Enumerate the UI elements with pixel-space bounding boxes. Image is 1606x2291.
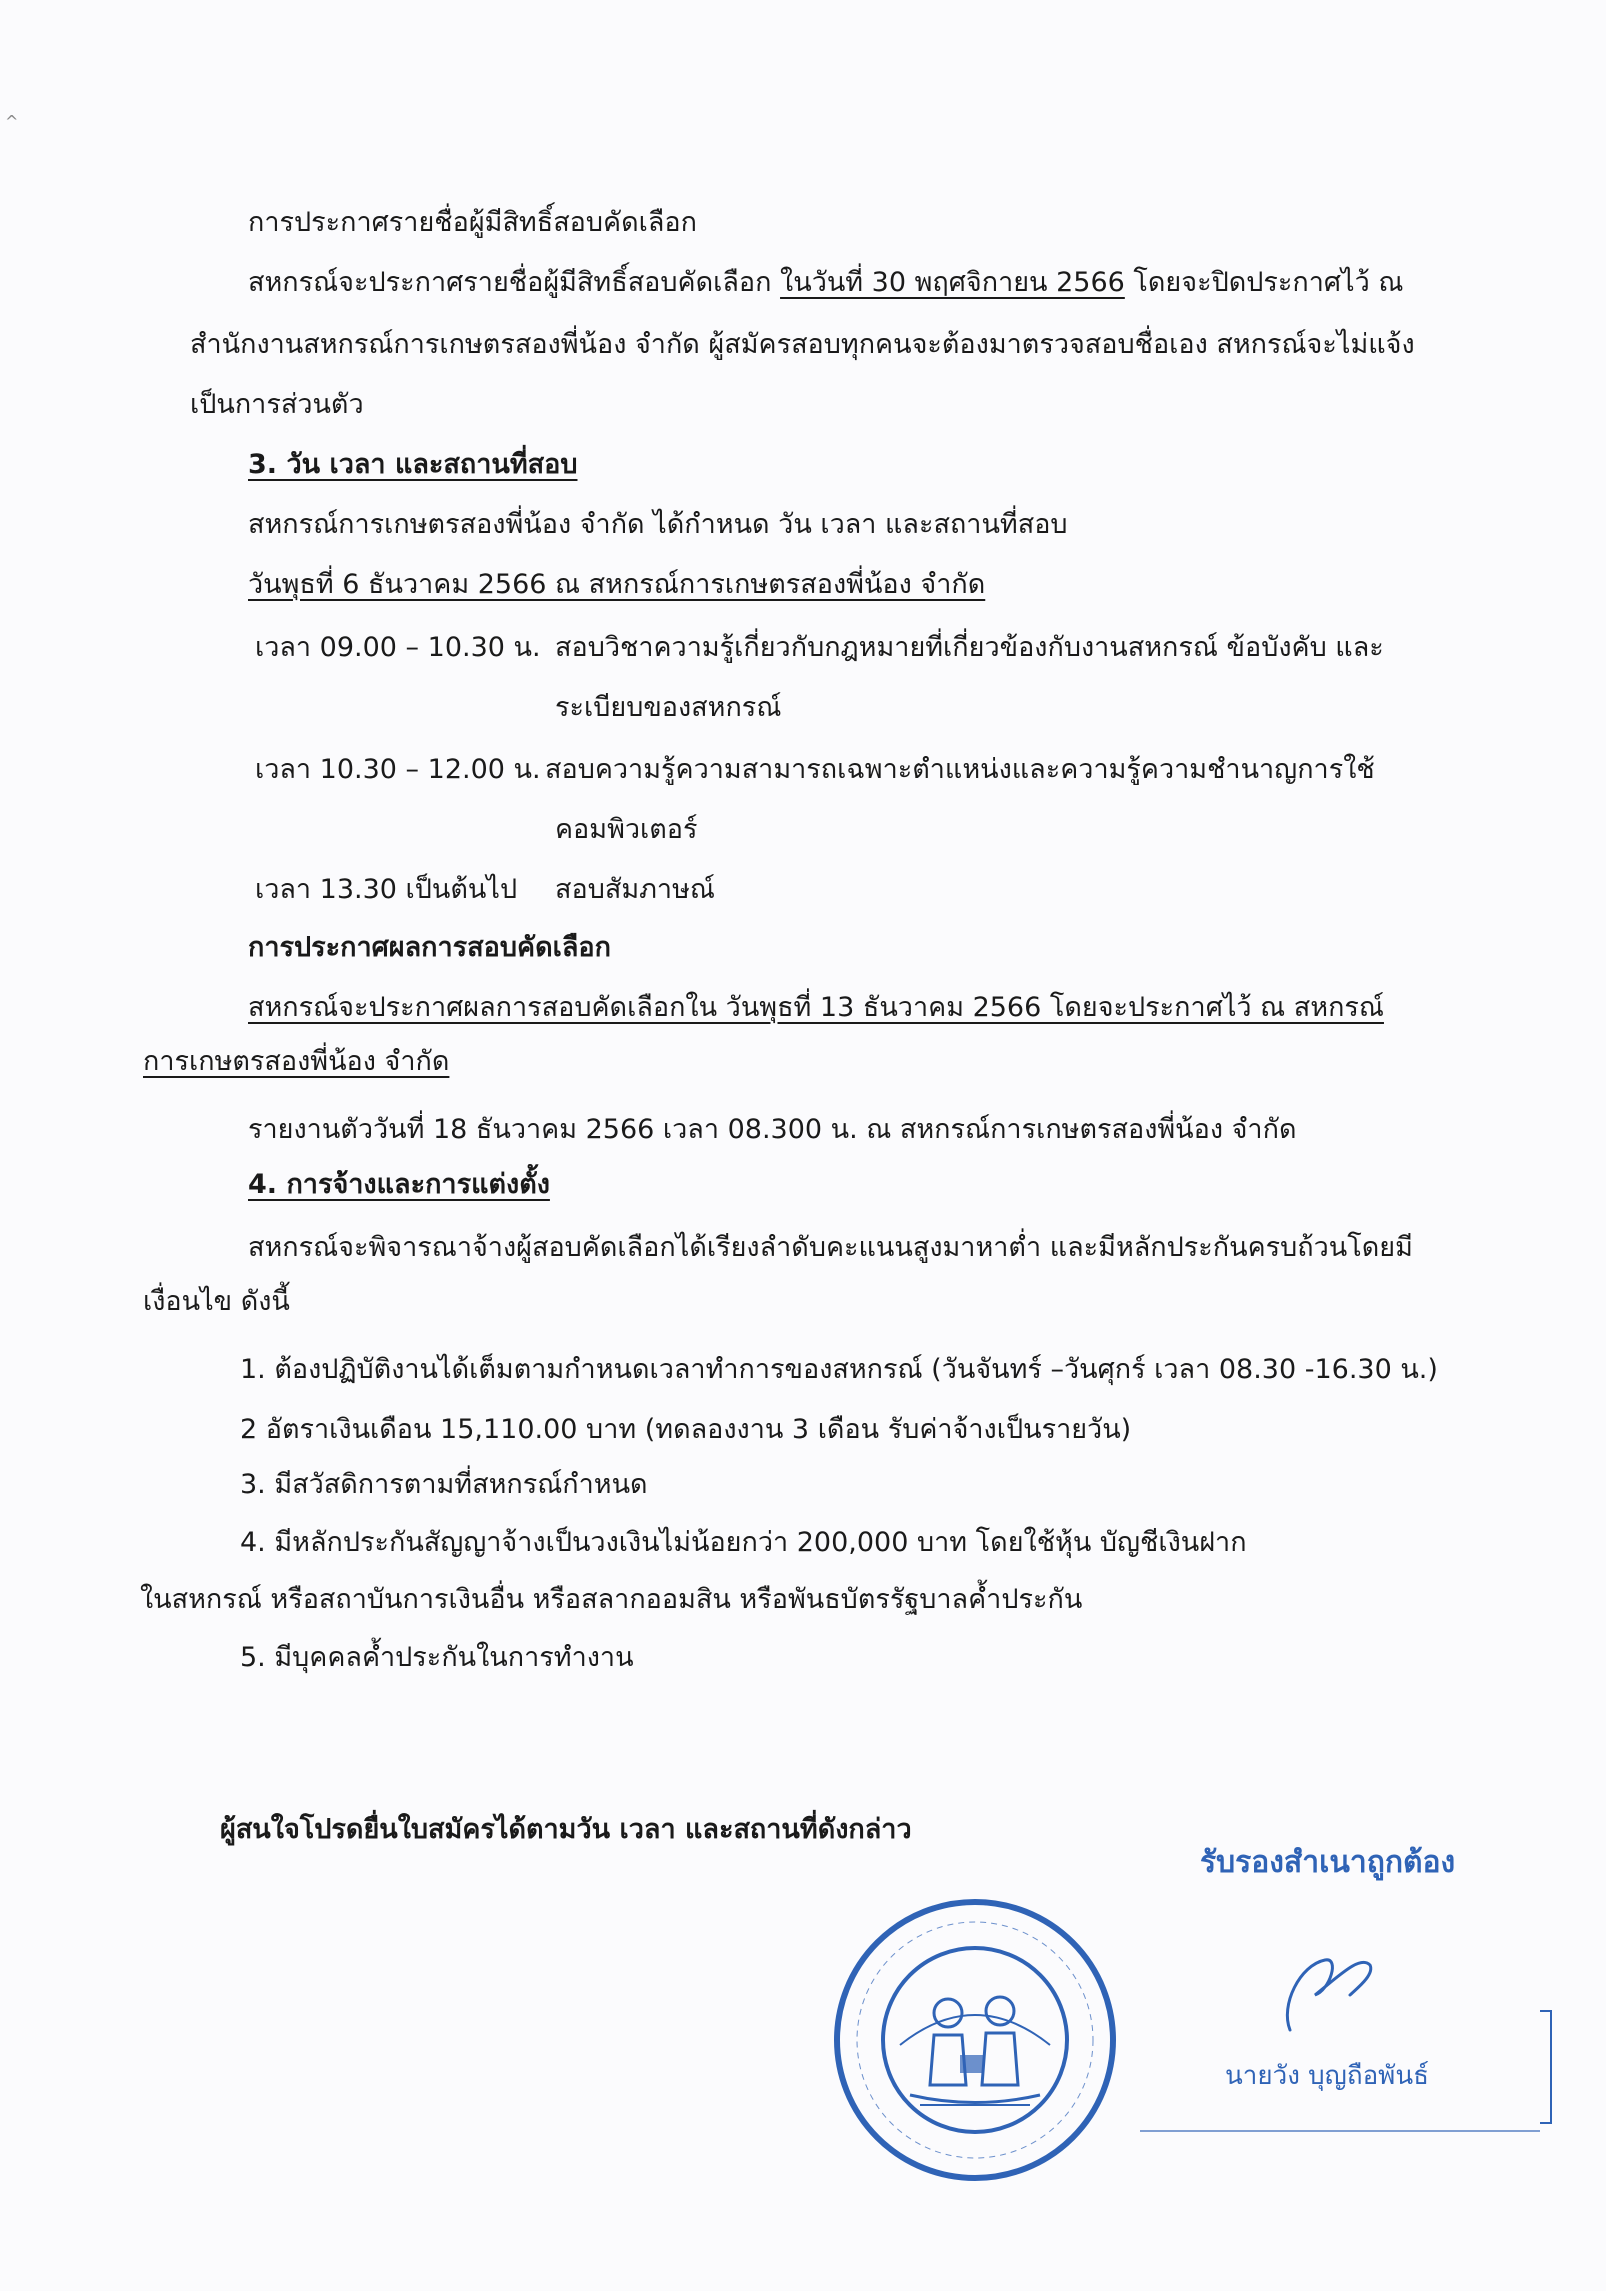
condition-5: 5. มีบุคคลค้ำประกันในการทำงาน	[240, 1642, 634, 1673]
condition-2: 2 อัตราเงินเดือน 15,110.00 บาท (ทดลองงาน 3 เดือน รับค่าจ้างเป็นรายวัน)	[240, 1414, 1132, 1445]
signer-name: นายวัง บุญถือพันธ์	[1225, 2061, 1429, 2091]
section-4-heading: 4. การจ้างและการแต่งตั้ง	[248, 1169, 550, 1200]
handwritten-signature	[1270, 1935, 1400, 2049]
schedule-desc-1: สอบวิชาความรู้เกี่ยวกับกฎหมายที่เกี่ยวข้องกับงานสหกรณ์ ข้อบังคับ และ	[555, 632, 1384, 663]
result-heading: การประกาศผลการสอบคัดเลือก	[248, 932, 611, 963]
schedule-time-3: เวลา 13.30 เป็นต้นไป	[255, 874, 518, 905]
report-date-line: รายงานตัววันที่ 18 ธันวาคม 2566 เวลา 08.300 น. ณ สหกรณ์การเกษตรสองพี่น้อง จำกัด	[248, 1114, 1297, 1145]
result-line-1: สหกรณ์จะประกาศผลการสอบคัดเลือกใน วันพุธที่ 13 ธันวาคม 2566 โดยจะประกาศไว้ ณ สหกรณ์	[248, 992, 1384, 1023]
section-4-line-2: เงื่อนไข ดังนี้	[143, 1286, 290, 1317]
certified-copy-label: รับรองสำเนาถูกต้อง	[1200, 1845, 1456, 1880]
condition-3: 3. มีสวัสดิการตามที่สหกรณ์กำหนด	[240, 1469, 648, 1500]
announce-paragraph-line-3: เป็นการส่วนตัว	[190, 389, 364, 420]
signature-bracket	[1540, 2010, 1552, 2124]
section-4-line-1: สหกรณ์จะพิจารณาจ้างผู้สอบคัดเลือกได้เรียงลำดับคะแนนสูงมาหาต่ำ และมีหลักประกันครบถ้วนโดยมี	[248, 1232, 1413, 1263]
signature-underline	[1140, 2130, 1540, 2132]
section-3-intro: สหกรณ์การเกษตรสองพี่น้อง จำกัด ได้กำหนด วัน เวลา และสถานที่สอบ	[248, 509, 1068, 540]
closing-statement: ผู้สนใจโปรดยื่นใบสมัครได้ตามวัน เวลา และสถานที่ดังกล่าว	[220, 1814, 912, 1845]
exam-date: วันพุธที่ 6 ธันวาคม 2566 ณ สหกรณ์การเกษตรสองพี่น้อง จำกัด	[248, 569, 986, 600]
schedule-desc-2: สอบความรู้ความสามารถเฉพาะตำแหน่งและความรู้ความชำนาญการใช้	[545, 754, 1375, 785]
condition-1: 1. ต้องปฏิบัติงานได้เต็มตามกำหนดเวลาทำการของสหกรณ์ (วันจันทร์ –วันศุกร์ เวลา 08.30 -16.30 น.)	[240, 1354, 1438, 1385]
schedule-desc-3: สอบสัมภาษณ์	[555, 874, 715, 905]
announce-date: ในวันที่ 30 พฤศจิกายน 2566	[780, 267, 1125, 298]
announce-paragraph-line-2: สำนักงานสหกรณ์การเกษตรสองพี่น้อง จำกัด ผู้สมัครสอบทุกคนจะต้องมาตรวจสอบชื่อเอง สหกรณ์จะไม่แจ้ง	[190, 329, 1415, 360]
schedule-time-1: เวลา 09.00 – 10.30 น.	[255, 632, 541, 663]
schedule-desc-2b: คอมพิวเตอร์	[555, 814, 698, 845]
result-line-2: การเกษตรสองพี่น้อง จำกัด	[143, 1046, 450, 1077]
announce-heading: การประกาศรายชื่อผู้มีสิทธิ์สอบคัดเลือก	[248, 207, 697, 238]
condition-4: 4. มีหลักประกันสัญญาจ้างเป็นวงเงินไม่น้อยกว่า 200,000 บาท โดยใช้หุ้น บัญชีเงินฝาก	[240, 1527, 1247, 1558]
cooperative-seal	[830, 1895, 1120, 2189]
condition-4-continued: ในสหกรณ์ หรือสถาบันการเงินอื่น หรือสลากออมสิน หรือพันธบัตรรัฐบาลค้ำประกัน	[140, 1584, 1083, 1615]
section-3-heading: 3. วัน เวลา และสถานที่สอบ	[248, 449, 578, 480]
announce-paragraph-line-1: สหกรณ์จะประกาศรายชื่อผู้มีสิทธิ์สอบคัดเลือก ในวันที่ 30 พฤศจิกายน 2566 โดยจะปิดประกาศไว้ ณ	[248, 267, 1404, 298]
scan-mark: ^	[5, 112, 19, 131]
schedule-time-2: เวลา 10.30 – 12.00 น.	[255, 754, 541, 785]
schedule-desc-1b: ระเบียบของสหกรณ์	[555, 692, 782, 723]
